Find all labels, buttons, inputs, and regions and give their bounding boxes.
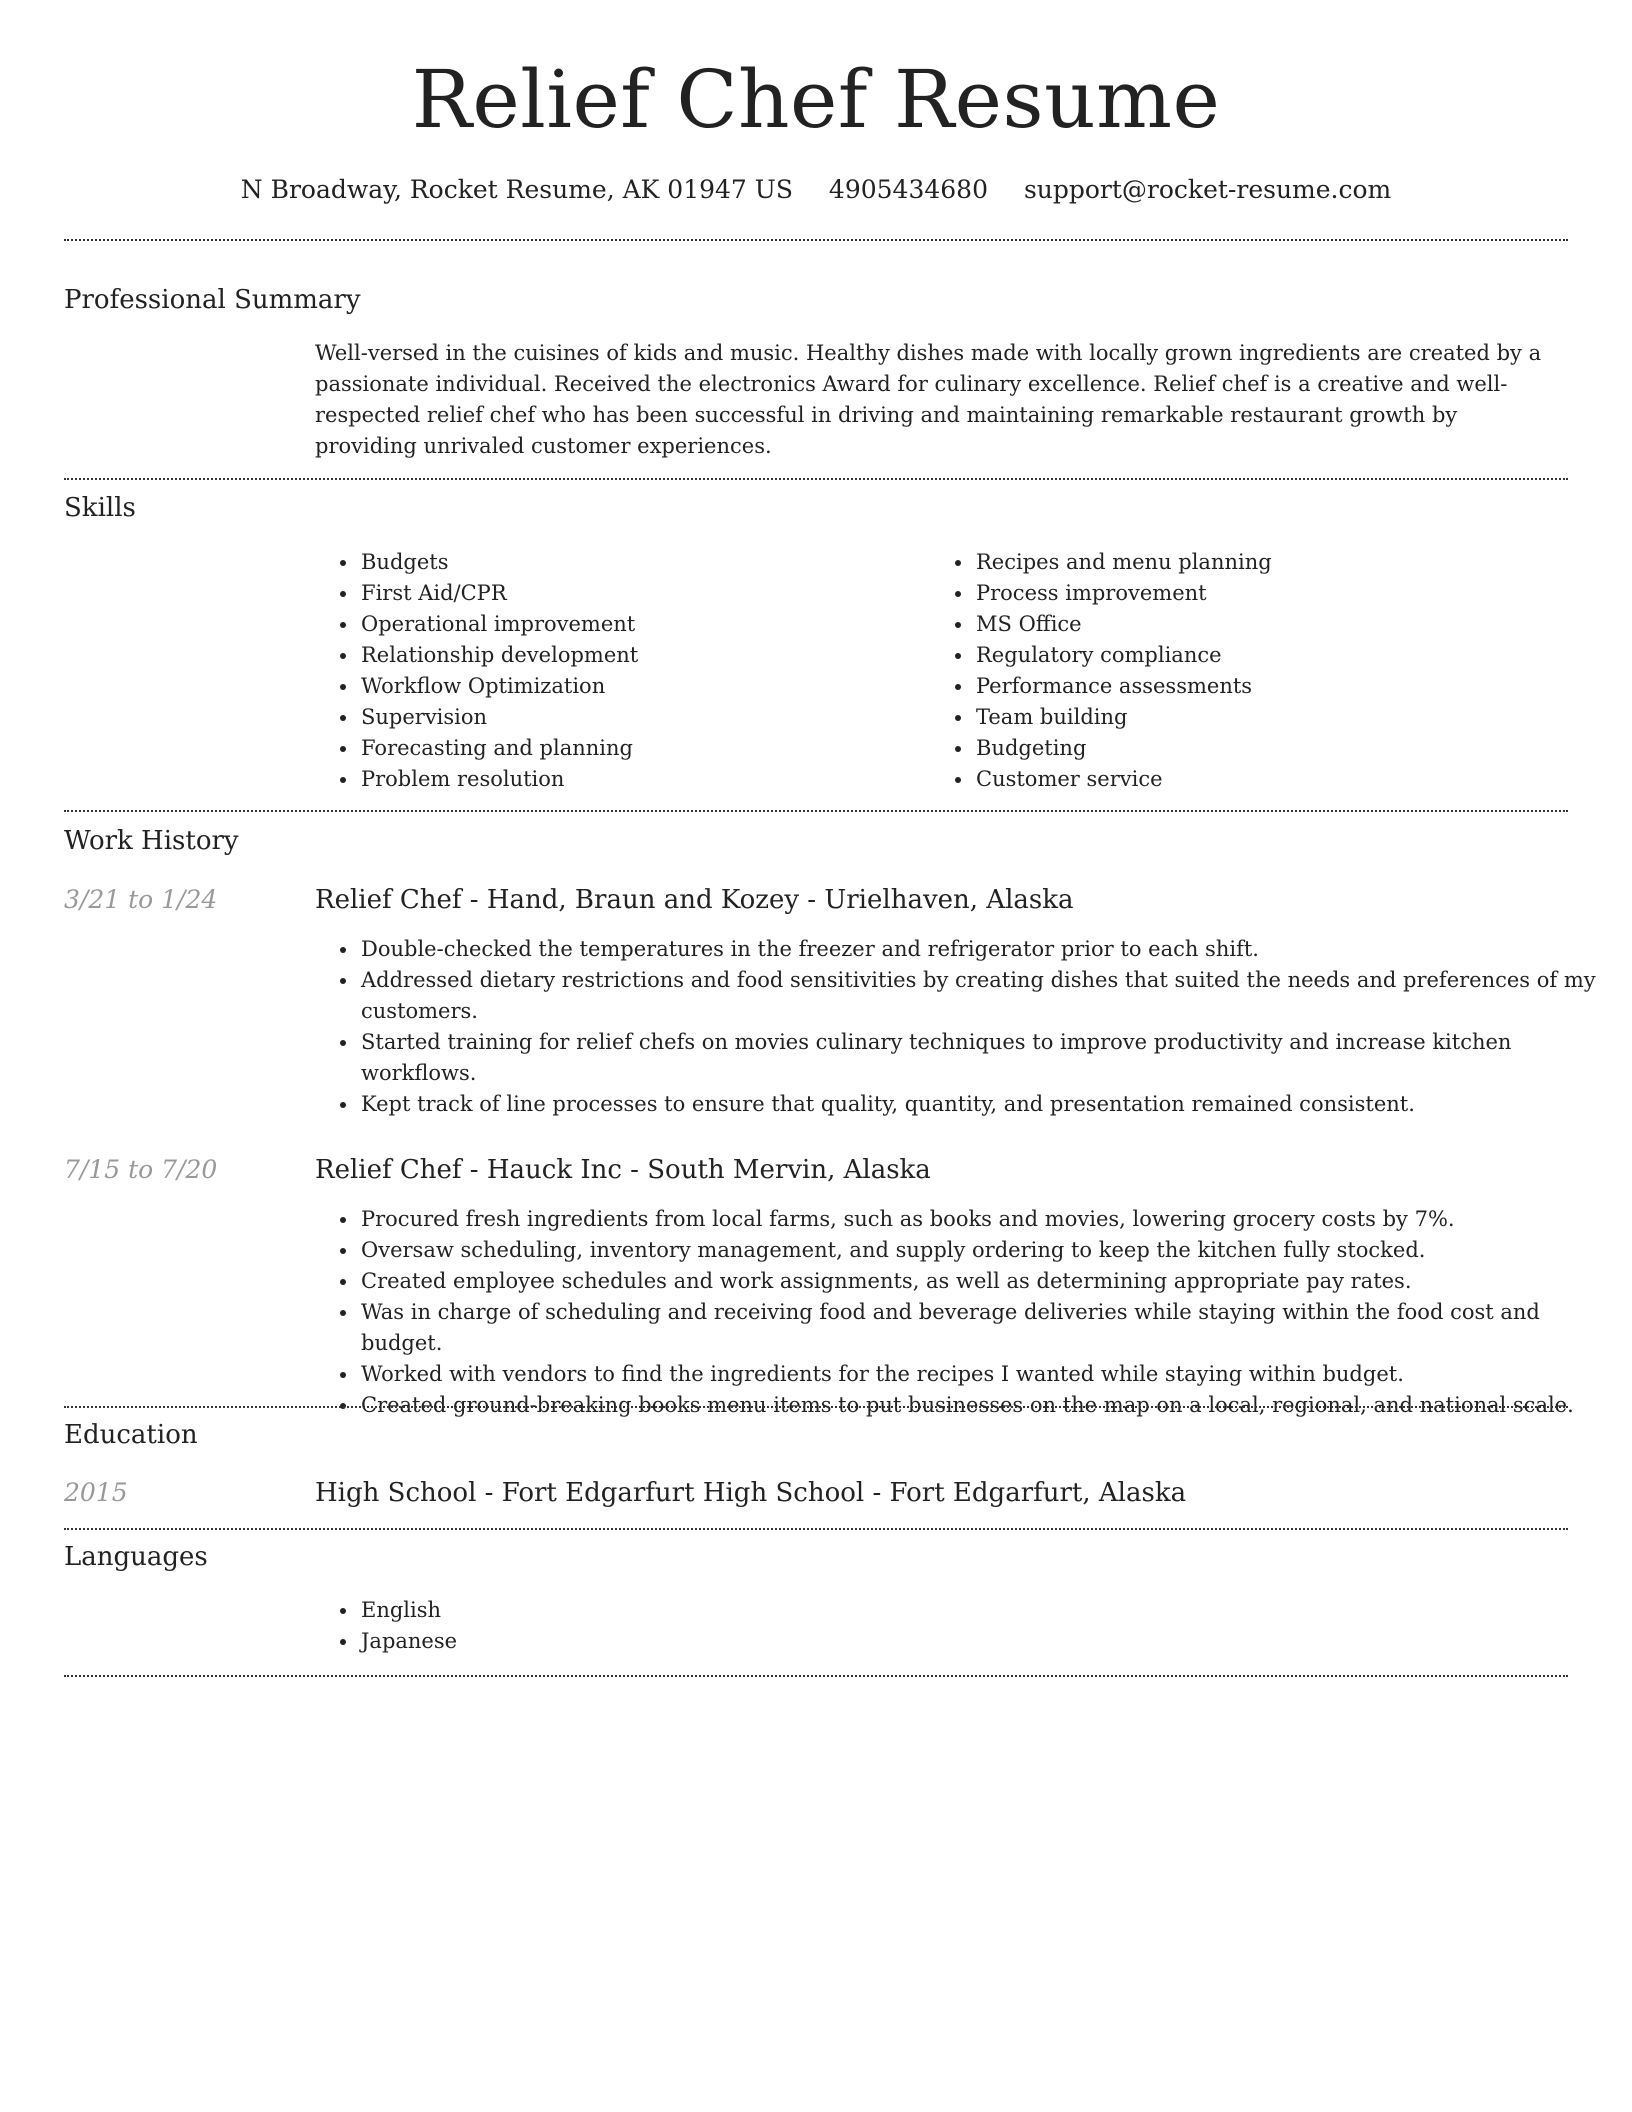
job-bullet: • Created employee schedules and work assignments, as well as determining appropriate pay rates. xyxy=(359,1266,1619,1297)
education-entry: High School - Fort Edgarfurt High School - Fort Edgarfurt, Alaska xyxy=(315,1478,1187,1508)
language-item: • Japanese xyxy=(359,1626,959,1657)
divider xyxy=(64,478,1568,480)
education-year: 2015 xyxy=(64,1478,128,1507)
divider xyxy=(64,810,1568,812)
language-item: • English xyxy=(359,1595,959,1626)
divider xyxy=(64,239,1568,241)
skill-item: • Performance assessments xyxy=(974,671,1594,702)
languages-list xyxy=(315,1595,959,1657)
job-bullet: • Oversaw scheduling, inventory management, and supply ordering to keep the kitchen fully stocked. xyxy=(359,1235,1619,1266)
job-bullet: • Worked with vendors to find the ingredients for the recipes I wanted while staying within budget. xyxy=(359,1359,1619,1390)
skill-item: • First Aid/CPR xyxy=(359,578,919,609)
divider xyxy=(64,1528,1568,1530)
contact-line xyxy=(0,170,1632,210)
job-bullet: • Addressed dietary restrictions and food sensitivities by creating dishes that suited the needs and preferences of my customers. xyxy=(359,965,1599,1027)
contact-address: N Broadway, Rocket Resume, AK 01947 US xyxy=(240,175,793,204)
skill-item: • Recipes and menu planning xyxy=(974,547,1594,578)
job-dates: 7/15 to 7/20 xyxy=(64,1155,218,1184)
divider xyxy=(64,1675,1568,1677)
skill-item: • Regulatory compliance xyxy=(974,640,1594,671)
skill-item: • Team building xyxy=(974,702,1594,733)
skills-list-left xyxy=(315,547,919,795)
job-title: Relief Chef - Hauck Inc - South Mervin, Alaska xyxy=(315,1155,931,1185)
skills-list-right xyxy=(930,547,1594,795)
skill-item: • Customer service xyxy=(974,764,1594,795)
job-bullet: • Was in charge of scheduling and receiving food and beverage deliveries while staying within the food cost and budget. xyxy=(359,1297,1619,1359)
education-heading: Education xyxy=(64,1420,198,1450)
work-heading: Work History xyxy=(64,826,239,856)
skill-item: • Budgets xyxy=(359,547,919,578)
skill-item: • Problem resolution xyxy=(359,764,919,795)
skill-item: • Workflow Optimization xyxy=(359,671,919,702)
languages-heading: Languages xyxy=(64,1542,208,1572)
contact-phone: 4905434680 xyxy=(828,175,988,204)
summary-text: Well-versed in the cuisines of kids and music. Healthy dishes made with locally grown ingredients are created by a passionate individual. Received the electronics Award for culinary excellence. Relief chef is a creative and well-respected relief chef who has been successful in driving and maintaining remarkable restaurant growth by providing unrivaled customer experiences. xyxy=(315,341,1542,458)
job-dates: 3/21 to 1/24 xyxy=(64,885,218,914)
job-bullet: • Double-checked the temperatures in the freezer and refrigerator prior to each shift. xyxy=(359,934,1599,965)
job-title: Relief Chef - Hand, Braun and Kozey - Urielhaven, Alaska xyxy=(315,885,1074,915)
job-bullet: • Procured fresh ingredients from local farms, such as books and movies, lowering grocery costs by 7%. xyxy=(359,1204,1619,1235)
skill-item: • MS Office xyxy=(974,609,1594,640)
job-bullets xyxy=(315,934,1599,1120)
skill-item: • Forecasting and planning xyxy=(359,733,919,764)
job-bullet: • Started training for relief chefs on movies culinary techniques to improve productivity and increase kitchen workflows. xyxy=(359,1027,1599,1089)
skill-item: • Operational improvement xyxy=(359,609,919,640)
resume-title: Relief Chef Resume xyxy=(411,53,1221,146)
job-bullet: • Kept track of line processes to ensure that quality, quantity, and presentation remained consistent. xyxy=(359,1089,1599,1120)
skill-item: • Supervision xyxy=(359,702,919,733)
job-bullet: • Created ground-breaking books menu items to put businesses on the map on a local, regional, and national scale. xyxy=(359,1390,1619,1421)
skill-item: • Budgeting xyxy=(974,733,1594,764)
job-bullets xyxy=(315,1204,1619,1421)
skill-item: • Process improvement xyxy=(974,578,1594,609)
skills-heading: Skills xyxy=(64,493,136,523)
divider xyxy=(64,1406,1568,1408)
summary-heading: Professional Summary xyxy=(64,285,361,315)
skill-item: • Relationship development xyxy=(359,640,919,671)
contact-email: support@rocket-resume.com xyxy=(1023,175,1392,204)
